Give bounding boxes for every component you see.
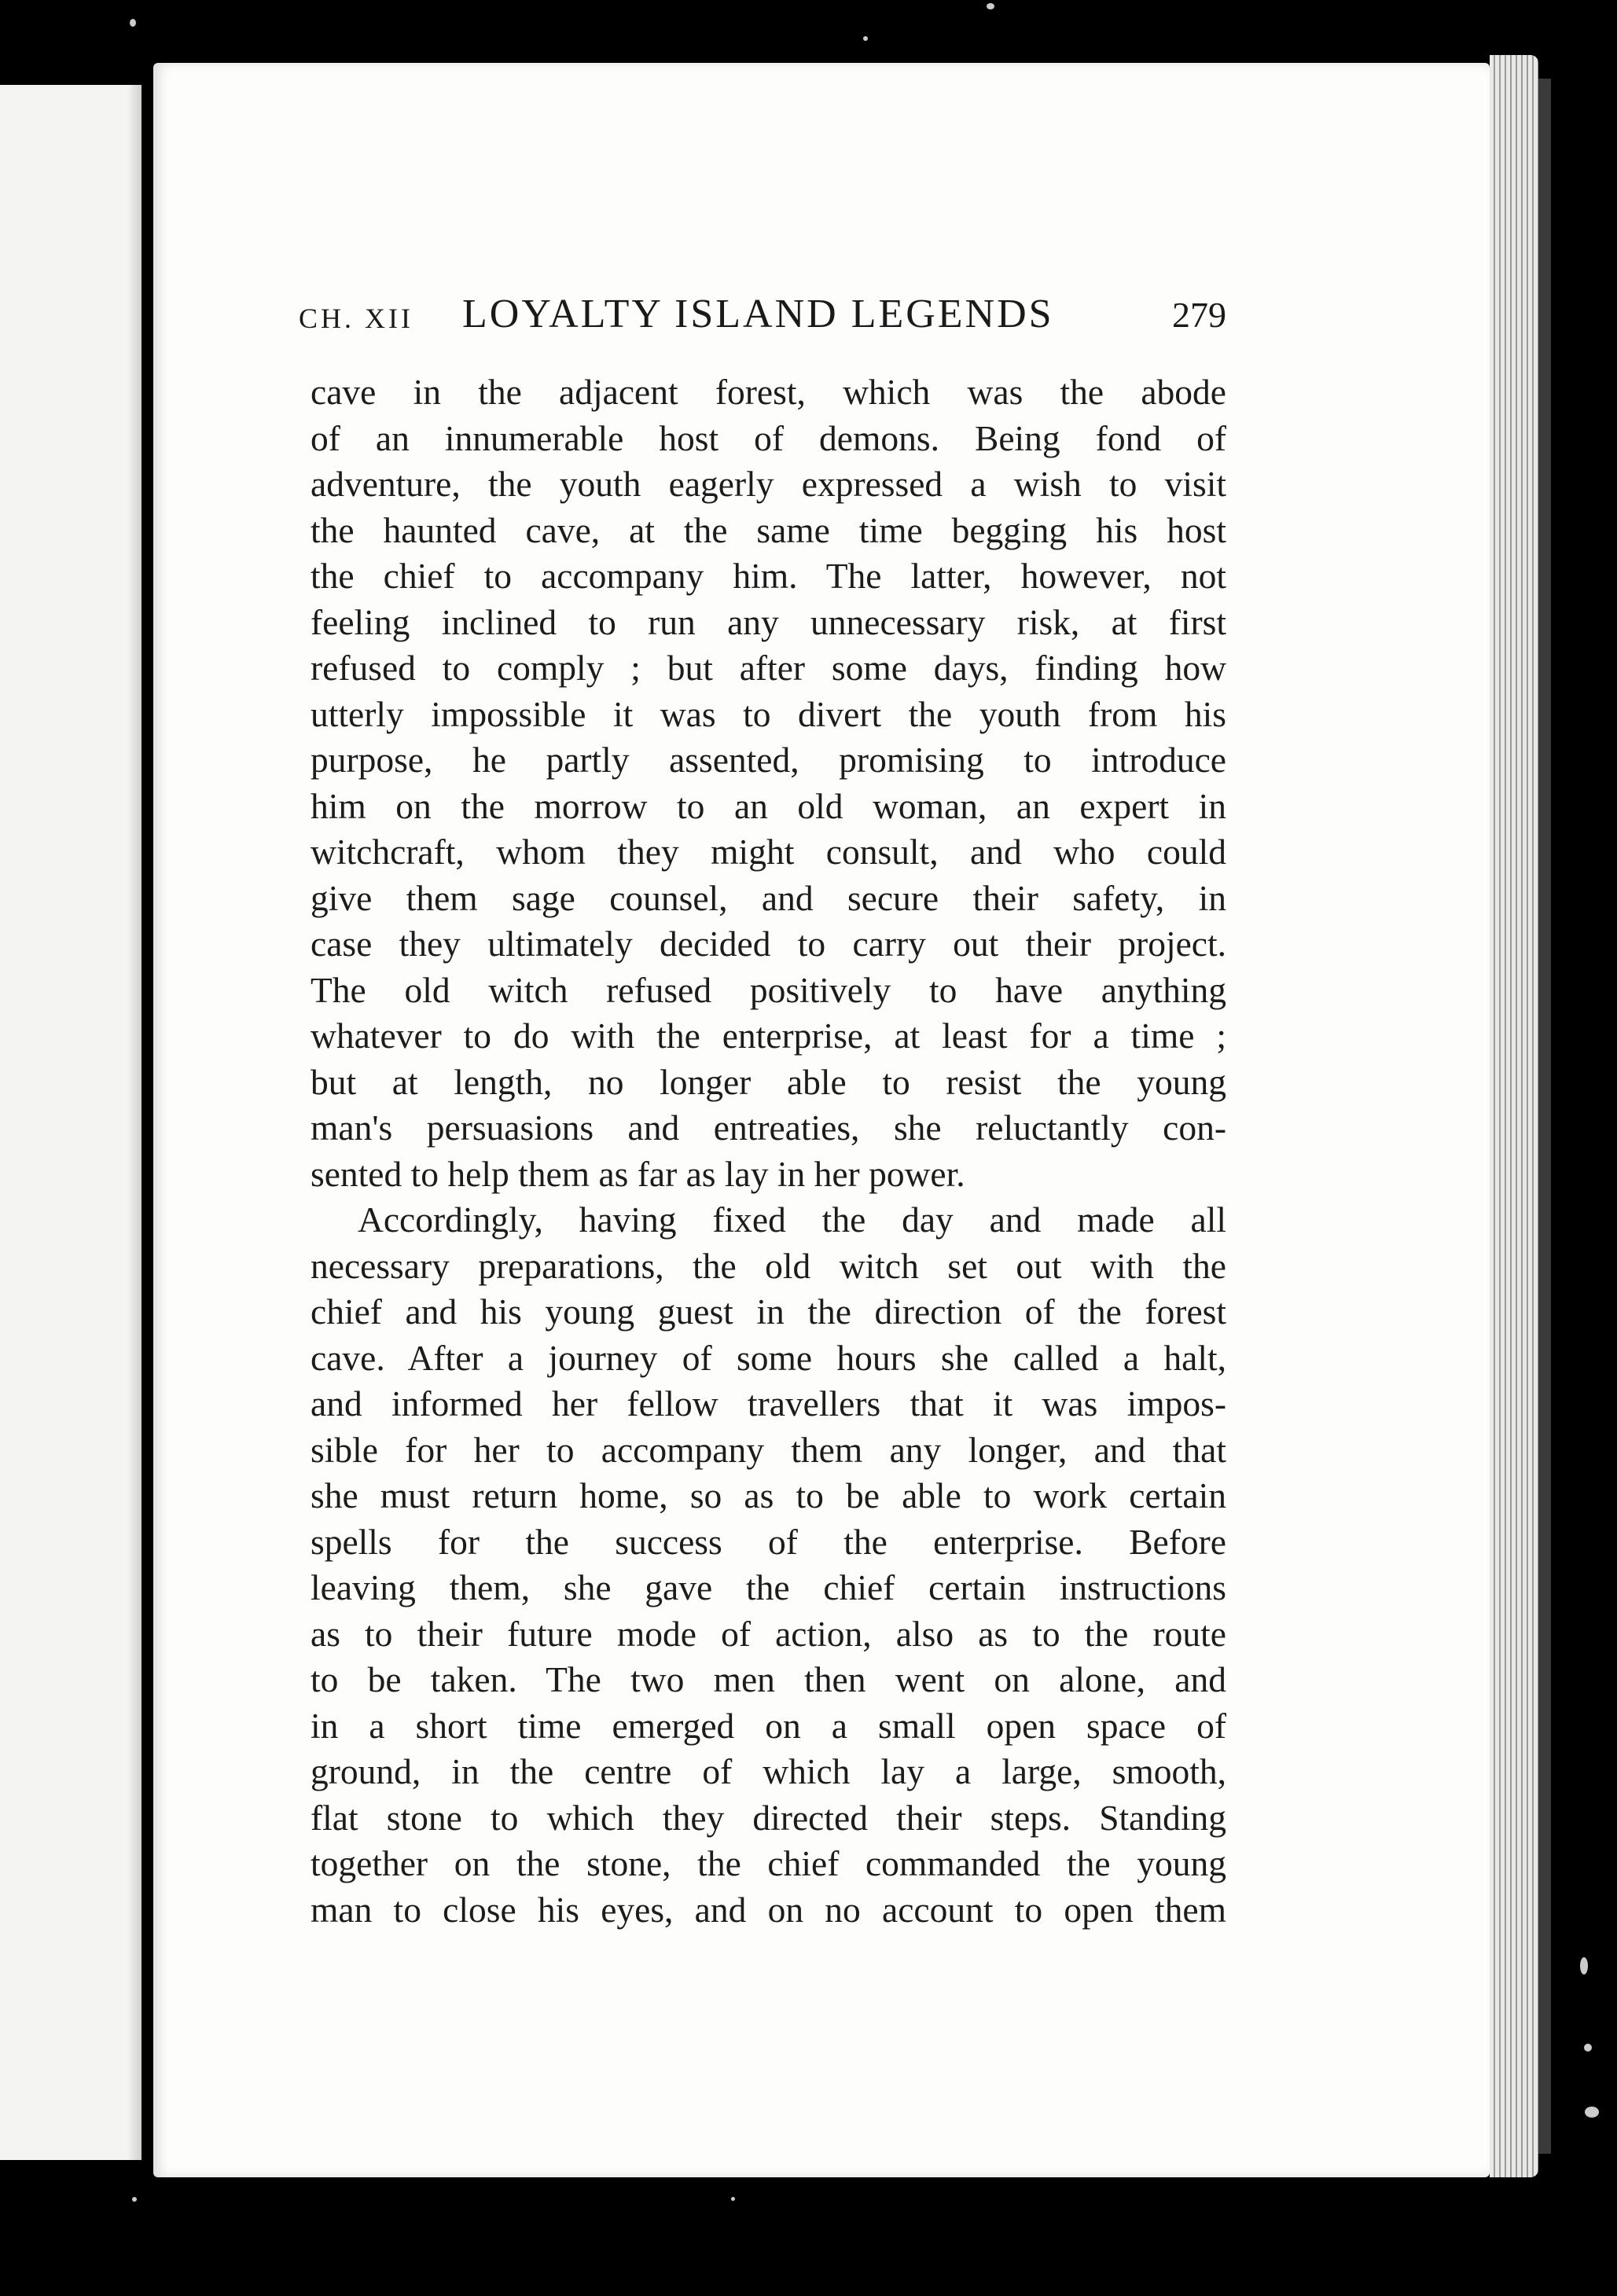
facing-page-edge [0, 85, 141, 2160]
text-line: leaving them, she gave the chief certain instructions [311, 1567, 1226, 1607]
text-line: purpose, he partly assented, promising to introduce [311, 740, 1226, 780]
text-line: man to close his eyes, and on no account to open them [311, 1889, 1226, 1930]
text-line: sented to help them as far as lay in her power. [311, 1153, 965, 1194]
text-line: man's persuasions and entreaties, she reluctantly con- [311, 1108, 1226, 1148]
text-line: as to their future mode of action, also as to the route [311, 1613, 1226, 1654]
scan-speck [132, 2197, 137, 2202]
text-line: of an innumerable host of demons. Being fond of [311, 417, 1226, 458]
text-line: sible for her to accompany them any longer, and that [311, 1429, 1226, 1470]
paragraph-2 [311, 1197, 1226, 1933]
chapter-number: CH. XII [299, 303, 413, 334]
text-line: flat stone to which they directed their steps. Standing [311, 1797, 1226, 1838]
body-text [311, 369, 1226, 1933]
text-line: him on the morrow to an old woman, an expert in [311, 785, 1226, 826]
text-line: to be taken. The two men then went on alone, and [311, 1659, 1226, 1699]
text-line: necessary preparations, the old witch set out with the [311, 1245, 1226, 1286]
text-line: together on the stone, the chief commanded the young [311, 1843, 1226, 1883]
book-cover-edge [1538, 79, 1551, 2154]
scan-speck [130, 19, 136, 27]
text-line: give them sage counsel, and secure their safety, in [311, 877, 1226, 918]
text-line: case they ultimately decided to carry out their project. [311, 924, 1226, 964]
text-line: witchcraft, whom they might consult, and who could [311, 832, 1226, 872]
text-line: the haunted cave, at the same time begging his host [311, 509, 1226, 550]
text-line: whatever to do with the enterprise, at least for a time ; [311, 1016, 1226, 1056]
text-line: but at length, no longer able to resist the young [311, 1061, 1226, 1102]
paragraph-1 [311, 369, 1226, 1197]
text-line: spells for the success of the enterprise. Before [311, 1521, 1226, 1562]
gutter-shadow [127, 85, 141, 2160]
text-line: The old witch refused positively to have anything [311, 969, 1226, 1010]
scan-speck [731, 2197, 735, 2201]
page-stack-edges [1490, 55, 1538, 2177]
running-head [299, 291, 1226, 346]
scan-speck [1585, 2107, 1599, 2118]
text-line: Accordingly, having fixed the day and made all [358, 1199, 1226, 1240]
text-line: utterly impossible it was to divert the youth from his [311, 693, 1226, 734]
running-title: LOYALTY ISLAND LEGENDS [462, 292, 1054, 336]
scan-speck [987, 3, 994, 9]
text-line: in a short time emerged on a small open space of [311, 1705, 1226, 1746]
text-line: chief and his young guest in the direction of the forest [311, 1291, 1226, 1332]
text-line: cave. After a journey of some hours she called a halt, [311, 1337, 1226, 1378]
scan-speck [1584, 2044, 1592, 2052]
text-line: she must return home, so as to be able to work certain [311, 1475, 1226, 1515]
text-line: the chief to accompany him. The latter, however, not [311, 556, 1226, 596]
text-line: feeling inclined to run any unnecessary risk, at first [311, 601, 1226, 642]
text-line: and informed her fellow travellers that it was impos- [311, 1383, 1226, 1424]
text-line: adventure, the youth eagerly expressed a wish to visit [311, 464, 1226, 504]
scan-speck [1580, 1957, 1588, 1975]
page-number: 279 [1172, 295, 1226, 335]
scan-speck [863, 36, 868, 41]
text-line: ground, in the centre of which lay a large, smooth, [311, 1751, 1226, 1791]
text-line: cave in the adjacent forest, which was the abode [311, 372, 1226, 412]
text-line: refused to comply ; but after some days, finding how [311, 648, 1226, 688]
